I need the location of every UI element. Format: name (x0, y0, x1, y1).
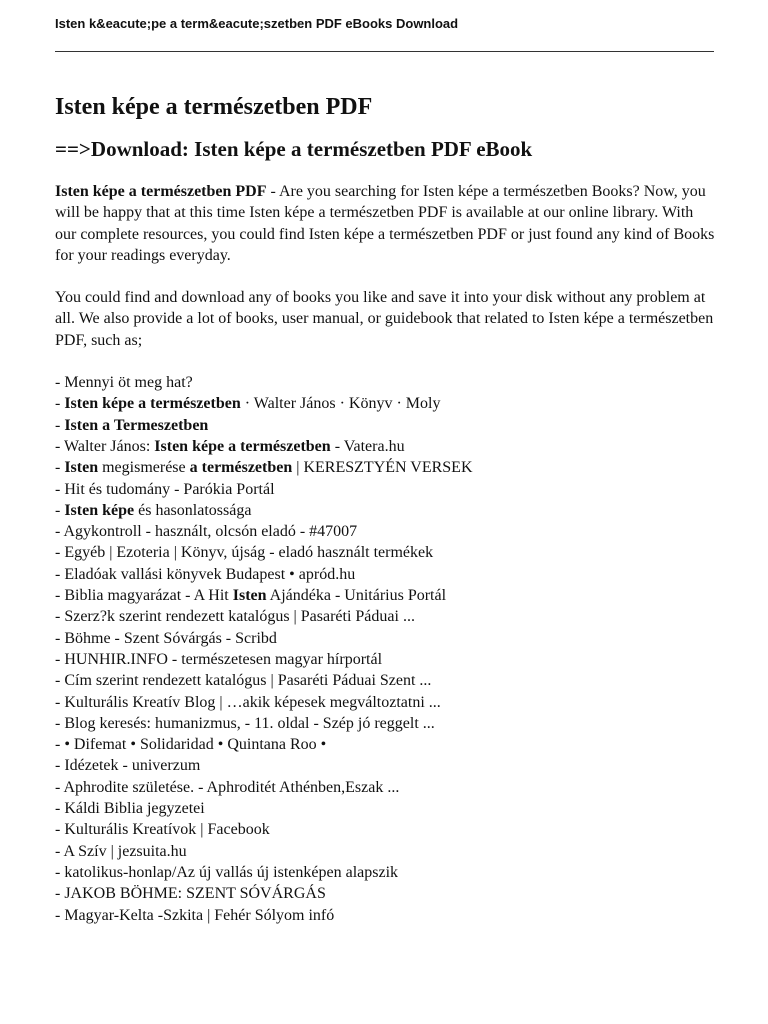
list-item[interactable] (55, 457, 715, 478)
list-item-text: - Hit és tudomány - Parókia Portál (55, 480, 275, 498)
list-item[interactable] (55, 564, 715, 585)
list-item-text: - Idézetek - univerzum (55, 757, 201, 775)
list-item-text: - (55, 416, 65, 434)
list-item-text: - • Difemat • Solidaridad • Quintana Roo • (55, 736, 327, 754)
list-item-bold-text: a természetben (189, 459, 293, 477)
list-item-text: - Vatera.hu (330, 437, 405, 455)
second-paragraph: You could find and download any of books you like and save it into your disk without any problem at all. We also provide a lot of books, user manual, or guidebook that related to Isten képe a természetben PDF, such as; (55, 289, 714, 349)
list-item[interactable] (55, 606, 715, 627)
list-item-text: - Blog keresés: humanizmus, - 11. oldal - Szép jó reggelt ... (55, 714, 435, 732)
list-item-bold-text: Isten (64, 459, 99, 477)
list-item-text: | KERESZTYÉN VERSEK (292, 459, 473, 477)
list-item-text: - (55, 459, 65, 477)
list-item-text: - Káldi Biblia jegyzetei (55, 800, 205, 818)
list-item-text: - Walter János: (55, 437, 155, 455)
intro-text: - Are you searching for Isten képe a természetben Books? Now, you will be happy that at this time Isten képe a természetben PDF is available at our online library. With our complete resources, you could find Isten képe a természetben PDF or just found any kind of Books for your readings everyday. (55, 183, 715, 264)
list-item-text: - Magyar-Kelta -Szkita | Fehér Sólyom infó (55, 906, 335, 924)
list-item-text: - Egyéb | Ezoteria | Könyv, újság - eladó használt termékek (55, 544, 434, 562)
list-item-bold-text: Isten (232, 587, 267, 605)
list-item[interactable] (55, 905, 715, 926)
list-item[interactable] (55, 692, 715, 713)
list-item[interactable] (55, 819, 715, 840)
list-item-bold-text: Isten képe (64, 501, 135, 519)
list-item-text: - Biblia magyarázat - A Hit (55, 587, 233, 605)
list-item-text: - Böhme - Szent Sóvárgás - Scribd (55, 629, 277, 647)
list-item-text: - Agykontroll - használt, olcsón eladó - #47007 (55, 523, 358, 541)
list-item-text: - (55, 501, 65, 519)
download-link[interactable]: ==>Download: Isten képe a természetben PDF eBook (55, 137, 533, 161)
list-item[interactable] (55, 542, 715, 563)
list-item-text: - Mennyi öt meg hat? (55, 374, 193, 392)
list-item[interactable] (55, 479, 715, 500)
list-item[interactable] (55, 670, 715, 691)
list-item[interactable] (55, 734, 715, 755)
list-item[interactable] (55, 436, 715, 457)
list-item-text: - (55, 395, 65, 413)
list-item[interactable] (55, 372, 715, 393)
list-item[interactable] (55, 628, 715, 649)
list-item[interactable] (55, 713, 715, 734)
header-divider (55, 51, 714, 52)
list-item[interactable] (55, 500, 715, 521)
list-item-text: - Kulturális Kreatív Blog | …akik képesek megváltoztatni ... (55, 693, 441, 711)
document-body (55, 92, 715, 926)
intro-bold-lead: Isten képe a természetben PDF (55, 183, 267, 200)
list-item-text: · Walter János · Könyv · Moly (240, 395, 441, 413)
list-item-text: - JAKOB BÖHME: SZENT SÓVÁRGÁS (55, 885, 326, 903)
list-item-text: - Kulturális Kreatívok | Facebook (55, 821, 270, 839)
list-item[interactable] (55, 841, 715, 862)
list-item-text: és hasonlatossága (134, 501, 252, 519)
list-item[interactable] (55, 777, 715, 798)
list-item-text: Ajándéka - Unitárius Portál (266, 587, 447, 605)
list-item-bold-text: Isten képe a természetben (64, 395, 241, 413)
list-item-text: - Szerz?k szerint rendezett katalógus | Pasaréti Páduai ... (55, 608, 415, 626)
list-item[interactable] (55, 393, 715, 414)
list-item-text: - Cím szerint rendezett katalógus | Pasaréti Páduai Szent ... (55, 672, 432, 690)
list-item[interactable] (55, 521, 715, 542)
list-item[interactable] (55, 585, 715, 606)
list-item[interactable] (55, 755, 715, 776)
list-item[interactable] (55, 798, 715, 819)
list-item-text: - HUNHIR.INFO - természetesen magyar hírportál (55, 650, 383, 668)
page-title: Isten képe a természetben PDF (55, 94, 373, 120)
list-item[interactable] (55, 862, 715, 883)
list-item-text: - A Szív | jezsuita.hu (55, 842, 187, 860)
list-item-text: megismerése (98, 459, 190, 477)
related-links-list (55, 372, 715, 926)
list-item-text: - katolikus-honlap/Az új vallás új istenképen alapszik (55, 863, 399, 881)
list-item[interactable] (55, 883, 715, 904)
list-item[interactable] (55, 415, 715, 436)
list-item-text: - Eladóak vallási könyvek Budapest • apród.hu (55, 565, 356, 583)
running-header: Isten k&eacute;pe a term&eacute;szetben PDF eBooks Download (55, 16, 459, 31)
list-item-bold-text: Isten képe a természetben (154, 437, 331, 455)
intro-paragraph (55, 181, 715, 266)
list-item[interactable] (55, 649, 715, 670)
list-item-bold-text: Isten a Termeszetben (64, 416, 209, 434)
list-item-text: - Aphrodite születése. - Aphroditét Athénben,Eszak ... (55, 778, 400, 796)
